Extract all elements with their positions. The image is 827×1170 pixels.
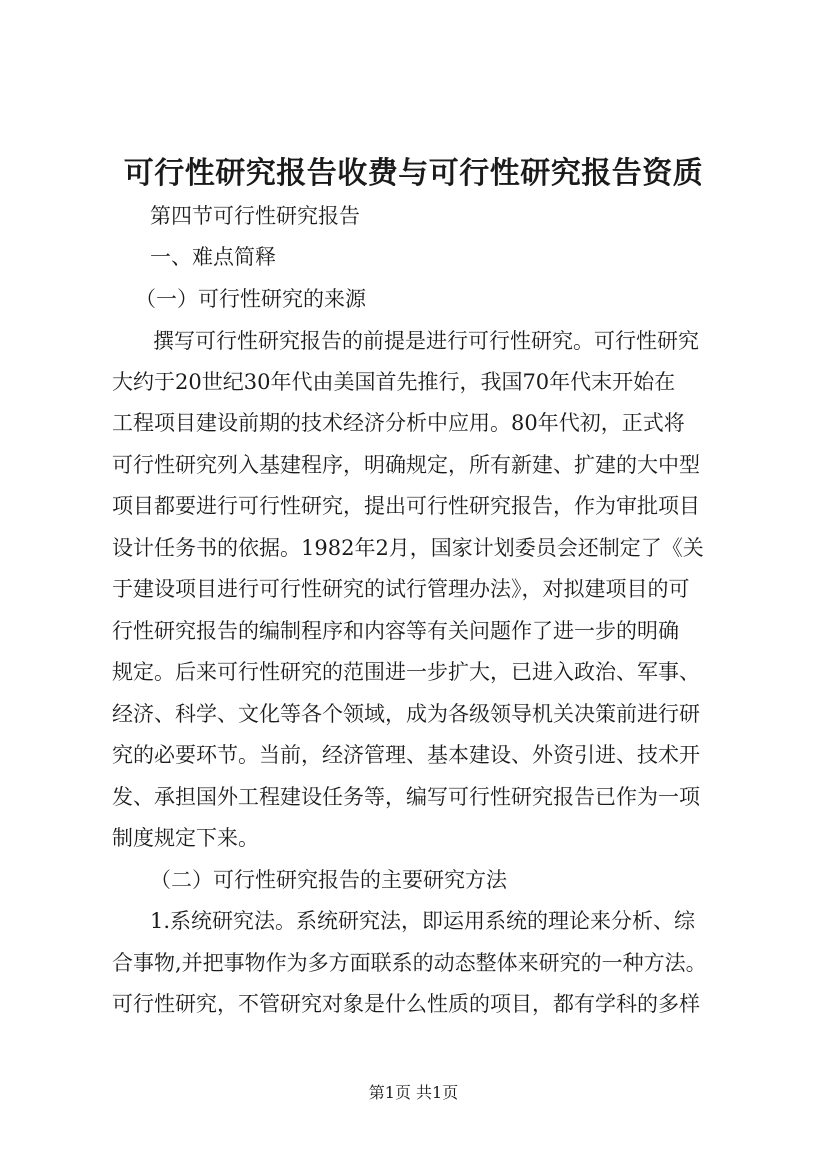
paragraph-line: 大约于20世纪30年代由美国首先推行，我国70年代末开始在 xyxy=(112,370,676,394)
subsection-methods: （二）可行性研究报告的主要研究方法 xyxy=(150,868,507,892)
section-heading: 第四节可行性研究报告 xyxy=(150,204,360,228)
paragraph-line: 规定。后来可行性研究的范围进一步扩大，已进入政治、军事、 xyxy=(112,660,700,684)
paragraph-line: 可行性研究列入基建程序，明确规定，所有新建、扩建的大中型 xyxy=(112,453,700,477)
paragraph-line: 究的必要环节。当前，经济管理、基本建设、外资引进、技术开 xyxy=(112,743,700,767)
paragraph-line: 制度规定下来。 xyxy=(112,826,259,850)
paragraph-line: 于建设项目进行可行性研究的试行管理办法》，对拟建项目的可 xyxy=(112,577,690,601)
paragraph-line: 工程项目建设前期的技术经济分析中应用。80年代初，正式将 xyxy=(112,411,685,435)
paragraph-line: 项目都要进行可行性研究，提出可行性研究报告，作为审批项目 xyxy=(112,494,700,518)
paragraph-line: 撰写可行性研究报告的前提是进行可行性研究。可行性研究 xyxy=(153,329,699,353)
document-title: 可行性研究报告收费与可行性研究报告资质 xyxy=(123,156,704,191)
subheading-difficulty: 一、难点简释 xyxy=(150,245,276,269)
subsection-origin: （一）可行性研究的来源 xyxy=(135,287,366,311)
paragraph-line: 行性研究报告的编制程序和内容等有关问题作了进一步的明确 xyxy=(112,619,679,643)
paragraph-line: 设计任务书的依据。1982年2月，国家计划委员会还制定了《关 xyxy=(112,536,704,560)
paragraph-line: 经济、科学、文化等各个领域，成为各级领导机关决策前进行研 xyxy=(112,702,700,726)
paragraph-line: 合事物,并把事物作为多方面联系的动态整体来研究的一种方法。 xyxy=(112,951,707,975)
paragraph-line: 发、承担国外工程建设任务等，编写可行性研究报告已作为一项 xyxy=(112,785,700,809)
page-footer: 第1页 共1页 xyxy=(368,1083,459,1102)
paragraph-line: 可行性研究，不管研究对象是什么性质的项目，都有学科的多样 xyxy=(112,992,700,1016)
paragraph-line: 1.系统研究法。系统研究法，即运用系统的理论来分析、综 xyxy=(150,909,696,933)
